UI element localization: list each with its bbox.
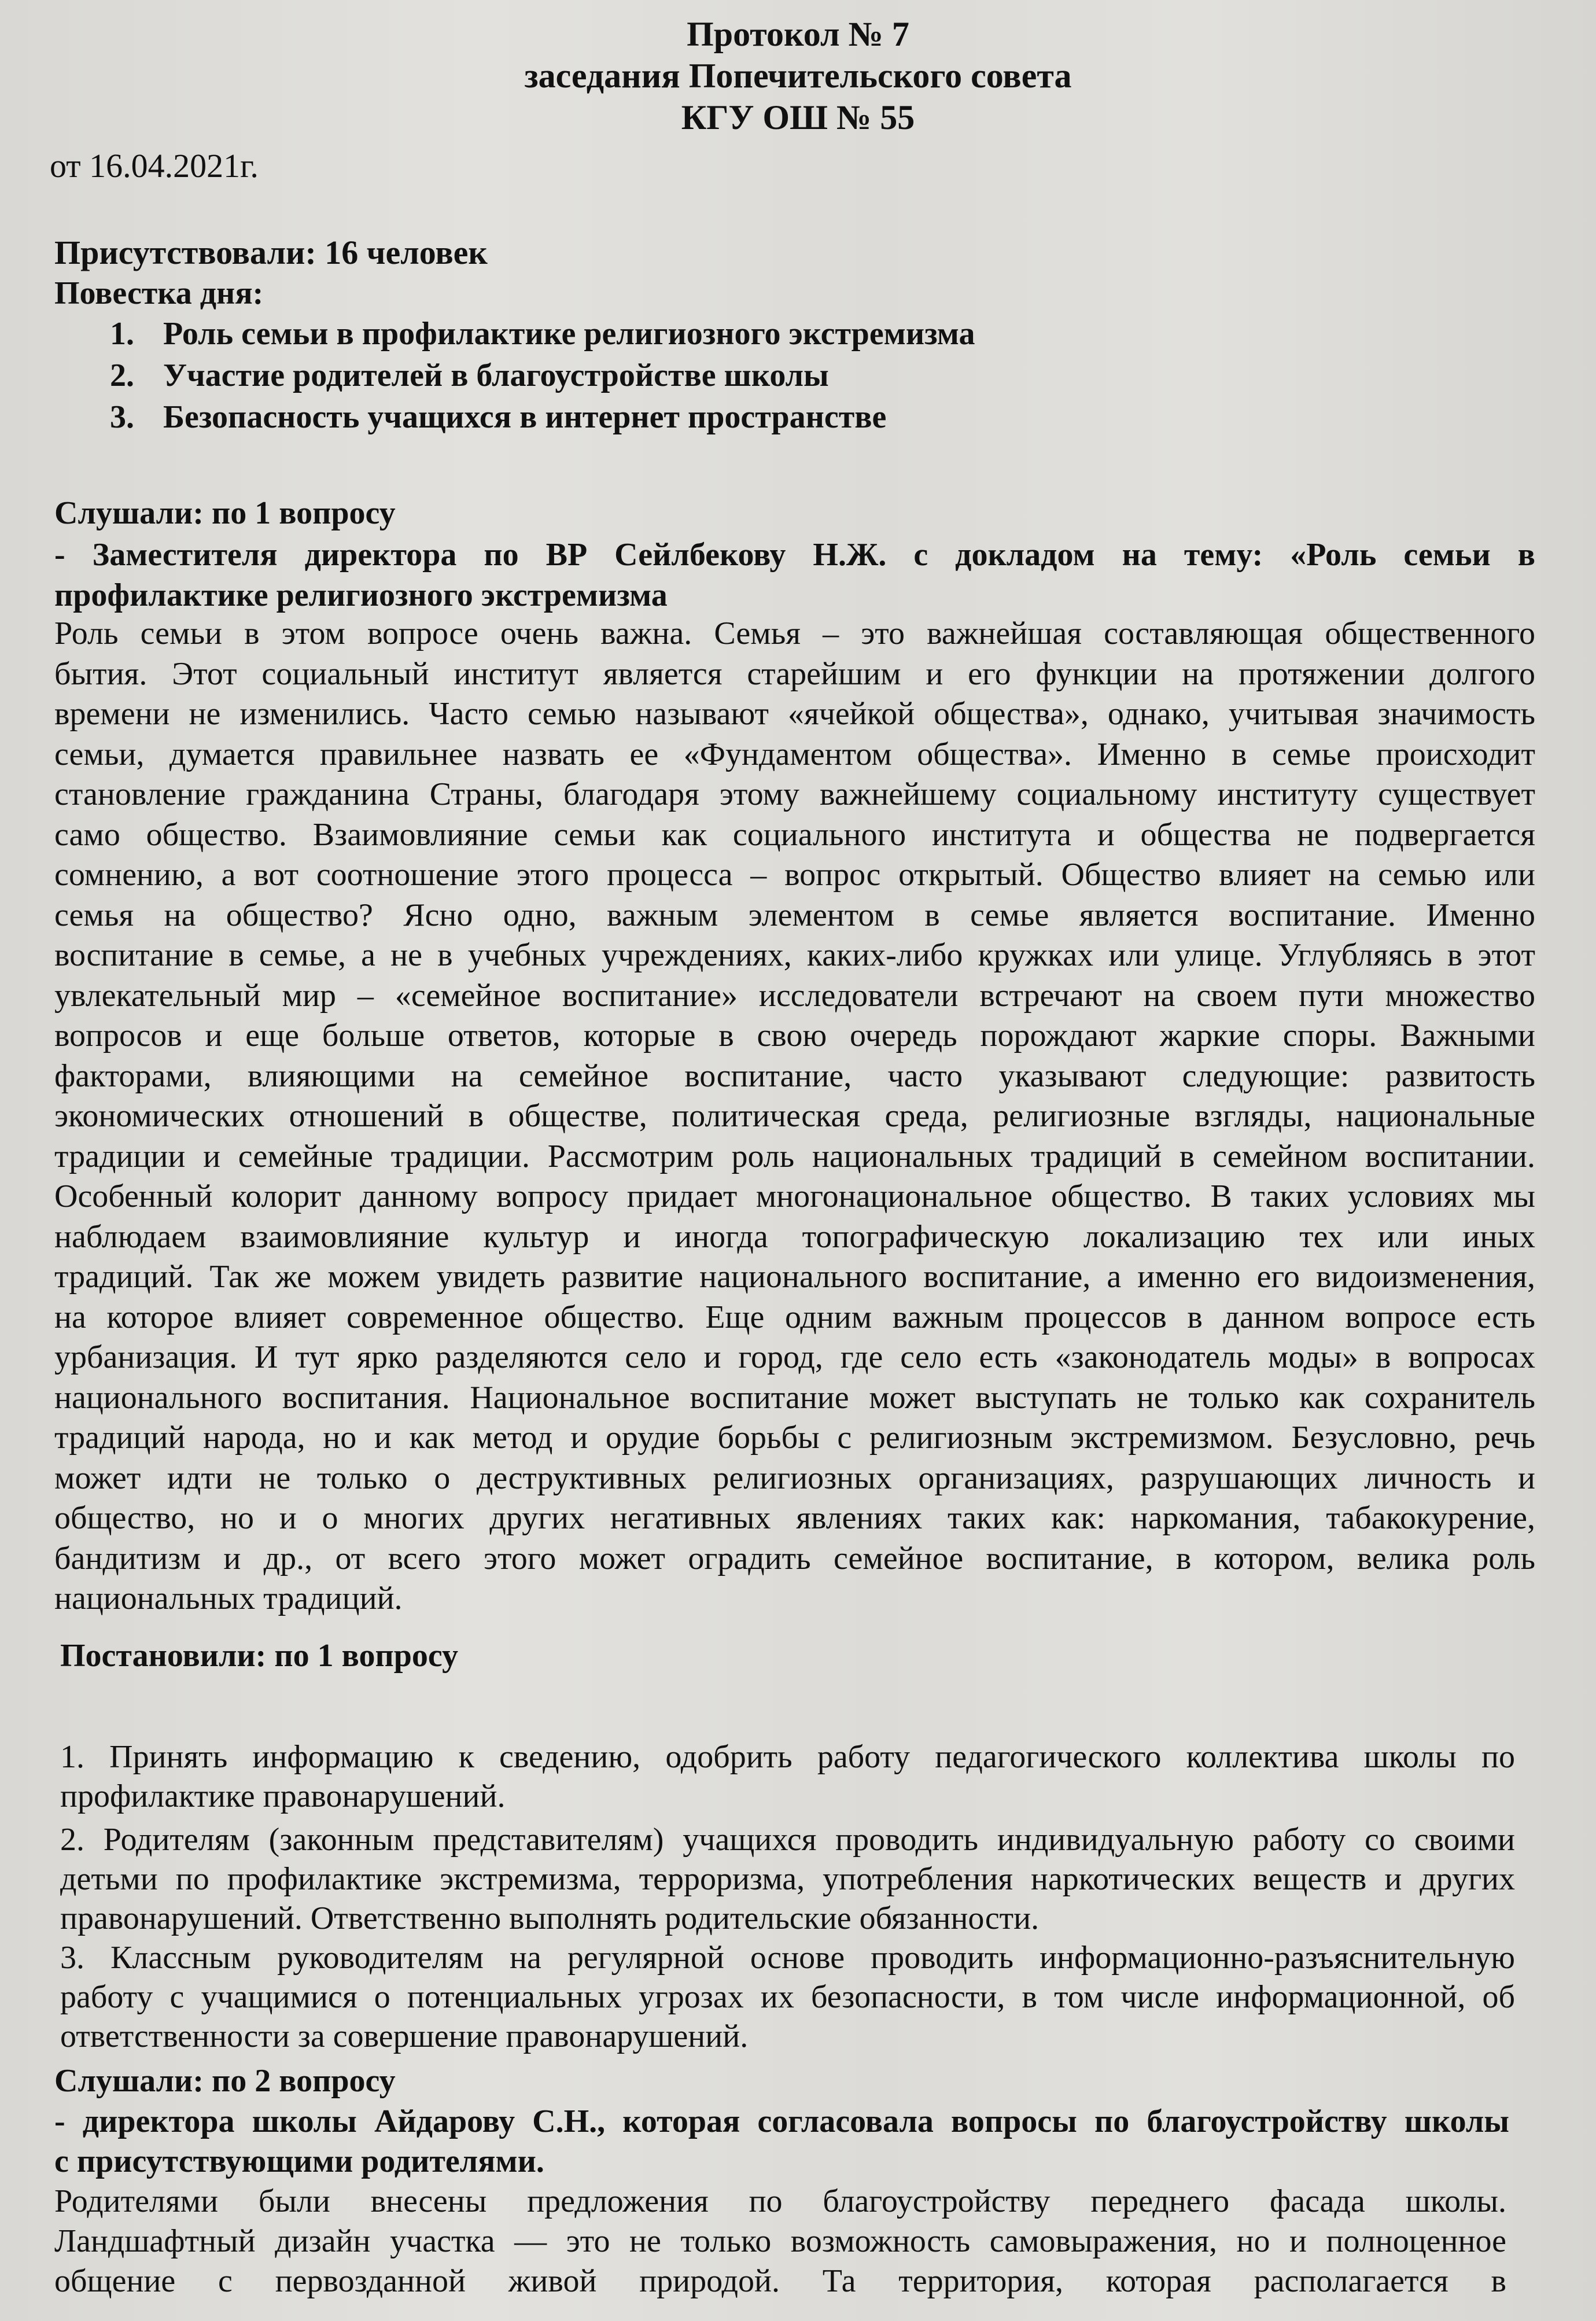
text-line: экономических отношений в обществе, политическая среда, религиозные взгляды, национальные	[54, 1098, 1535, 1134]
decision-line: ответственности за совершение правонарушений.	[60, 2018, 749, 2054]
section1-decided-label: Постановили: по 1 вопросу	[60, 1638, 458, 1674]
agenda-item	[110, 315, 975, 352]
text-line: общество, но и о многих других негативных явлениях таких как: наркомания, табакокурение,	[54, 1500, 1535, 1536]
text-line: бандитизм и др., от всего этого может оградить семейное воспитание, в котором, велика роль	[54, 1540, 1535, 1576]
decision-line: правонарушений. Ответственно выполнять родительские обязанности.	[60, 1900, 1040, 1936]
organization-name: КГУ ОШ № 55	[681, 98, 915, 137]
section2-heard-label: Слушали: по 2 вопросу	[54, 2063, 396, 2099]
text-line: семья на общество? Ясно одно, важным элементом в семье является воспитание. Именно	[54, 897, 1535, 933]
section1-speaker-line: - Заместителя директора по ВР Сейлбекову Н.Ж. с докладом на тему: «Роль семьи в	[54, 537, 1535, 573]
text-line: Роль семьи в этом вопросе очень важна. Семья – это важнейшая составляющая общественного	[54, 616, 1535, 651]
text-line: Родителями были внесены предложения по благоустройству переднего фасада школы.	[54, 2183, 1506, 2219]
text-line: Особенный колорит данному вопросу придает многонациональное общество. В таких условиях мы	[54, 1178, 1535, 1214]
decision-line: работу с учащимися о потенциальных угрозах их безопасности, в том числе информационной, об	[60, 1979, 1515, 2015]
text-line: традиций народа, но и как метод и орудие борьбы с религиозным экстремизмом. Безусловно, речь	[54, 1420, 1535, 1456]
agenda-item-number: 2.	[110, 358, 134, 393]
text-line: Ландшафтный дизайн участка — это не только возможность самовыражения, но и полноценное	[54, 2223, 1506, 2259]
document-subtitle: заседания Попечительского совета	[524, 57, 1072, 95]
agenda-item	[110, 399, 886, 436]
text-line: бытия. Этот социальный институт является старейшим и его функции на протяжении долгого	[54, 655, 1535, 692]
text-line: становление гражданина Страны, благодаря этому важнейшему социальному институту существует	[54, 776, 1535, 812]
agenda-item-number: 1.	[110, 316, 134, 352]
section1-heard-label: Слушали: по 1 вопросу	[54, 495, 396, 531]
decision-line: профилактике правонарушений.	[60, 1778, 506, 1814]
decision-line: 2. Родителям (законным представителям) учащихся проводить индивидуальную работу со своими	[60, 1822, 1515, 1858]
text-line: национального воспитания. Национальное воспитание может выступать не только как сохранитель	[54, 1379, 1535, 1416]
agenda-item	[110, 357, 829, 394]
text-line: воспитание в семье, а не в учебных учреждениях, каких-либо кружках или улице. Углубляясь в этот	[54, 937, 1535, 973]
text-line: национальных традиций.	[54, 1581, 403, 1616]
text-line: вопросов и еще больше ответов, которые в свою очередь порождают жаркие споры. Важными	[54, 1018, 1535, 1053]
agenda-item-text: Безопасность учащихся в интернет пространстве	[163, 399, 887, 435]
document-title: Протокол № 7	[687, 15, 909, 53]
text-line: наблюдаем взаимовлияние культур и иногда топографическую локализацию тех или иных	[54, 1218, 1535, 1255]
section2-speaker-line: - директора школы Айдарову С.Н., которая согласовала вопросы по благоустройству школы	[54, 2103, 1509, 2139]
text-line: семьи, думается правильнее назвать ее «Фундаментом общества». Именно в семье происходит	[54, 736, 1535, 772]
agenda-item-number: 3.	[110, 399, 134, 435]
agenda-item-text: Участие родителей в благоустройстве школы	[163, 358, 829, 393]
section1-speaker-line: профилактике религиозного экстремизма	[54, 577, 668, 613]
text-line: сомнению, а вот соотношение этого процесса – вопрос открытый. Общество влияет на семью или	[54, 857, 1535, 893]
text-line: урбанизация. И тут ярко разделяются село и город, где село есть «законодатель моды» в вопросах	[54, 1339, 1535, 1375]
attendance: Присутствовали: 16 человек	[54, 234, 488, 271]
agenda-label: Повестка дня:	[54, 275, 264, 311]
text-line: увлекательный мир – «семейное воспитание» исследователи встречают на своем пути множество	[54, 977, 1535, 1014]
text-line: на которое влияет современное общество. Еще одним важным процессов в данном вопросе есть	[54, 1299, 1535, 1335]
decision-line: 1. Принять информацию к сведению, одобрить работу педагогического коллектива школы по	[60, 1739, 1515, 1775]
text-line: времени не изменились. Часто семью называют «ячейкой общества», однако, учитывая значимость	[54, 696, 1535, 732]
agenda-item-text: Роль семьи в профилактике религиозного экстремизма	[163, 316, 975, 352]
text-line: традиций. Так же можем увидеть развитие национального воспитание, а именно его видоизменения,	[54, 1259, 1535, 1295]
decision-line: детьми по профилактике экстремизма, терроризма, употребления наркотических веществ и других	[60, 1861, 1515, 1897]
document-date: от 16.04.2021г.	[50, 147, 259, 185]
section2-speaker-line: с присутствующими родителями.	[54, 2143, 544, 2179]
text-line: общение с первозданной живой природой. Та территория, которая располагается в	[54, 2263, 1506, 2299]
text-line: само общество. Взаимовлияние семьи как социального института и общества не подвергается	[54, 816, 1535, 853]
text-line: традиции и семейные традиции. Рассмотрим роль национальных традиций в семейном воспитании.	[54, 1138, 1535, 1174]
text-line: может идти не только о деструктивных религиозных организациях, разрушающих личность и	[54, 1460, 1535, 1496]
decision-line: 3. Классным руководителям на регулярной основе проводить информационно-разъяснительную	[60, 1940, 1515, 1976]
text-line: факторами, влияющими на семейное воспитание, часто указывают следующие: развитость	[54, 1058, 1535, 1094]
